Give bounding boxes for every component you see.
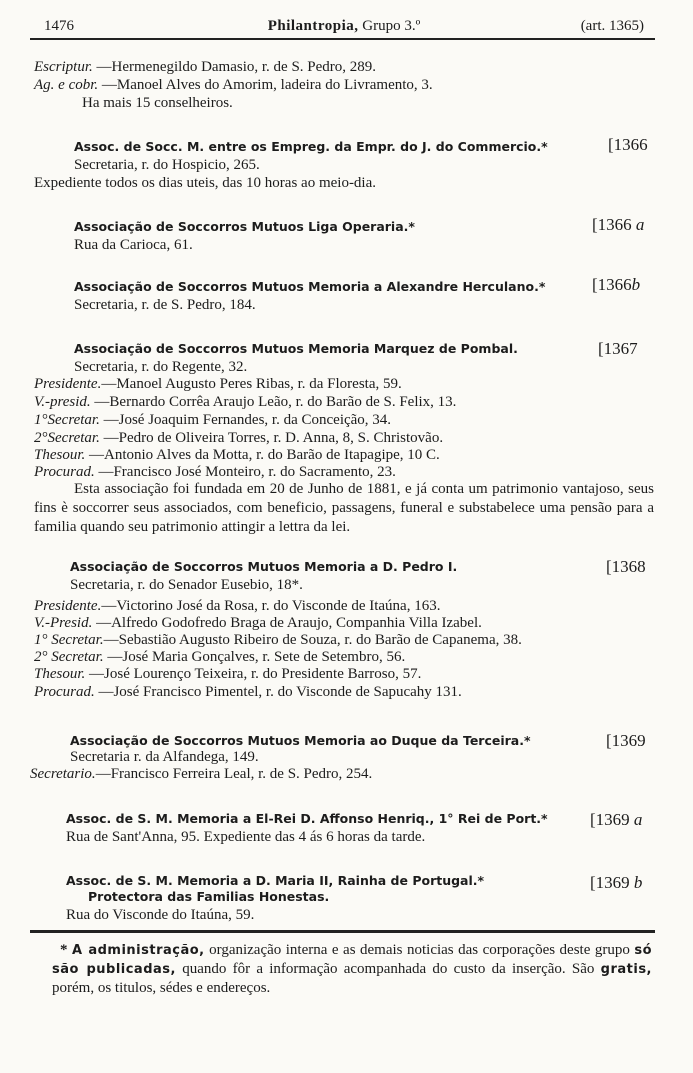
officer-text: —José Francisco Pimentel, r. do Visconde de Sapucahy 131. — [98, 684, 462, 700]
officer-line — [34, 665, 421, 683]
entry-number — [590, 810, 642, 830]
officer-line — [34, 631, 522, 649]
footnote-star: * — [60, 942, 68, 958]
intro-line-1 — [34, 58, 376, 76]
intro-line-3: Ha mais 15 conselheiros. — [82, 95, 233, 111]
entry-number — [592, 215, 644, 235]
entry-number: [1369 — [606, 731, 646, 750]
entry-number-suffix: a — [633, 810, 643, 829]
entry-title: Associação de Soccorros Mutuos Memoria ao Duque da Terceira.* — [70, 733, 531, 748]
intro-role: Ag. e cobr. — [34, 77, 99, 93]
running-title — [44, 18, 644, 35]
officer-line — [34, 463, 396, 481]
officer-text: —José Joaquim Fernandes, r. da Conceição, 34. — [103, 412, 392, 428]
officer-role: Thesour. — [34, 666, 86, 682]
officer-line — [34, 393, 456, 411]
entry-title: Associação de Soccorros Mutuos Memoria Marquez de Pombal. — [74, 341, 518, 356]
intro-text: —Manoel Alves do Amorim, ladeira do Livramento, 3. — [101, 77, 433, 93]
entry-line: Rua do Visconde do Itaúna, 59. — [66, 907, 255, 923]
page-number: 1476 — [44, 18, 74, 34]
footnote-text: porém, os titulos, sédes e endereços. — [52, 980, 271, 996]
article-ref: (art. 1365) — [580, 18, 644, 34]
entry-number-main: [1366 — [592, 275, 632, 294]
officer-role: Secretario. — [30, 766, 96, 782]
entry-number-suffix: b — [631, 275, 641, 294]
entry-title: Assoc. de S. M. Memoria a El-Rei D. Affonso Henriq., 1° Rei de Port.* — [66, 811, 548, 826]
officer-role: Procurad. — [34, 684, 95, 700]
officer-role: 1°Secretar. — [34, 412, 100, 428]
entry-number: [1368 — [606, 557, 646, 576]
officer-text: —Pedro de Oliveira Torres, r. D. Anna, 8, S. Christovão. — [103, 430, 444, 446]
officer-line — [34, 411, 391, 429]
officer-line — [34, 446, 440, 464]
officer-role: Procurad. — [34, 464, 95, 480]
entry-number-main: [1369 — [590, 810, 630, 829]
officer-text: —Francisco José Monteiro, r. do Sacramento, 23. — [98, 464, 396, 480]
officer-role: 1° Secretar. — [34, 632, 104, 648]
entry-number — [592, 275, 640, 295]
entry-title: Associação de Soccorros Mutuos Liga Operaria.* — [74, 219, 415, 234]
officer-role: Presidente. — [34, 376, 102, 392]
officer-line — [34, 648, 405, 666]
officer-role: Thesour. — [34, 447, 86, 463]
officer-text: —José Lourenço Teixeira, r. do Presidente Barroso, 57. — [89, 666, 422, 682]
entry-number-main: [1366 — [592, 215, 632, 234]
officer-text: —Victorino José da Rosa, r. do Visconde de Itaúna, 163. — [101, 598, 441, 614]
officer-line — [30, 765, 372, 783]
footnote — [52, 941, 652, 997]
officer-text: —José Maria Gonçalves, r. Sete de Setembro, 56. — [107, 649, 406, 665]
officer-line — [34, 683, 462, 701]
entry-title: Associação de Soccorros Mutuos Memoria a D. Pedro I. — [70, 559, 458, 574]
officer-text: —Sebastião Augusto Ribeiro de Souza, r. do Barão de Capanema, 38. — [103, 632, 522, 648]
entry-title: Associação de Soccorros Mutuos Memoria a Alexandre Herculano.* — [74, 279, 546, 294]
officer-text: —Bernardo Corrêa Araujo Leão, r. do Barão de S. Felix, 13. — [94, 394, 457, 410]
officer-text: —Manoel Augusto Peres Ribas, r. da Floresta, 59. — [101, 376, 402, 392]
footnote-text: organização interna e as demais noticias das corporações deste grupo — [204, 942, 635, 958]
entry-line: Secretaria, r. do Hospicio, 265. — [74, 157, 260, 173]
entry-line: Secretaria r. da Alfandega, 149. — [70, 749, 259, 765]
header-group: Grupo 3.º — [362, 18, 421, 34]
officer-text: —Alfredo Godofredo Braga de Araujo, Companhia Villa Izabel. — [96, 615, 482, 631]
intro-line-2 — [34, 76, 433, 94]
footnote-emphasis: gratis, — [600, 962, 652, 977]
footnote-rule — [30, 930, 655, 933]
entry-number-main: [1369 — [590, 873, 630, 892]
officer-line — [34, 429, 443, 447]
entry-line: Secretaria, r. do Regente, 32. — [74, 359, 248, 375]
footnote-lead: A administração, — [72, 943, 205, 958]
entry-line: Expediente todos os dias uteis, das 10 horas ao meio-dia. — [34, 175, 377, 191]
intro-text: —Hermenegildo Damasio, r. de S. Pedro, 289. — [96, 59, 377, 75]
officer-text: —Antonio Alves da Motta, r. do Barão de Itapagipe, 10 C. — [89, 447, 440, 463]
officer-role: V.-Presid. — [34, 615, 93, 631]
header-rule — [30, 38, 655, 40]
officer-role: 2° Secretar. — [34, 649, 104, 665]
entry-number-suffix: a — [635, 215, 645, 234]
entry-number: [1367 — [598, 339, 638, 358]
header-title: Philantropia, — [267, 18, 359, 34]
officer-line — [34, 614, 482, 632]
intro-role: Escriptur. — [34, 59, 93, 75]
entry-line: Secretaria, r. do Senador Eusebio, 18*. — [70, 577, 303, 593]
entry-title: Assoc. de Socc. M. entre os Empreg. da Empr. do J. do Commercio.* — [74, 139, 548, 154]
officer-text: —Francisco Ferreira Leal, r. de S. Pedro, 254. — [95, 766, 373, 782]
entry-line: Secretaria, r. de S. Pedro, 184. — [74, 297, 256, 313]
entry-number — [590, 873, 642, 893]
entry-title: Assoc. de S. M. Memoria a D. Maria II, Rainha de Portugal.* — [66, 873, 485, 888]
entry-number: [1366 — [608, 135, 648, 154]
officer-role: 2°Secretar. — [34, 430, 100, 446]
entry-subtitle: Protectora das Familias Honestas. — [88, 889, 330, 904]
entry-line: Rua da Carioca, 61. — [74, 237, 193, 253]
entry-line: Rua de Sant'Anna, 95. Expediente das 4 ás 6 horas da tarde. — [66, 829, 426, 845]
footnote-text: quando fôr a informação acompanhada do custo da inserção. São — [175, 961, 601, 977]
officer-role: V.-presid. — [34, 394, 91, 410]
officer-role: Presidente. — [34, 598, 102, 614]
footnote-emphasis: só são publicadas, — [52, 943, 653, 977]
entry-paragraph: Esta associação foi fundada em 20 de Junho de 1881, e já conta um patrimonio vantajoso, seus fins è soccorrer seus associados, com beneficio, passagens, funeral e substabelece uma pensão para a familia quando seu patrimonio attingir a lettra da lei. — [34, 481, 654, 535]
officer-line — [34, 597, 440, 615]
officer-line — [34, 375, 402, 393]
entry-number-suffix: b — [633, 873, 643, 892]
